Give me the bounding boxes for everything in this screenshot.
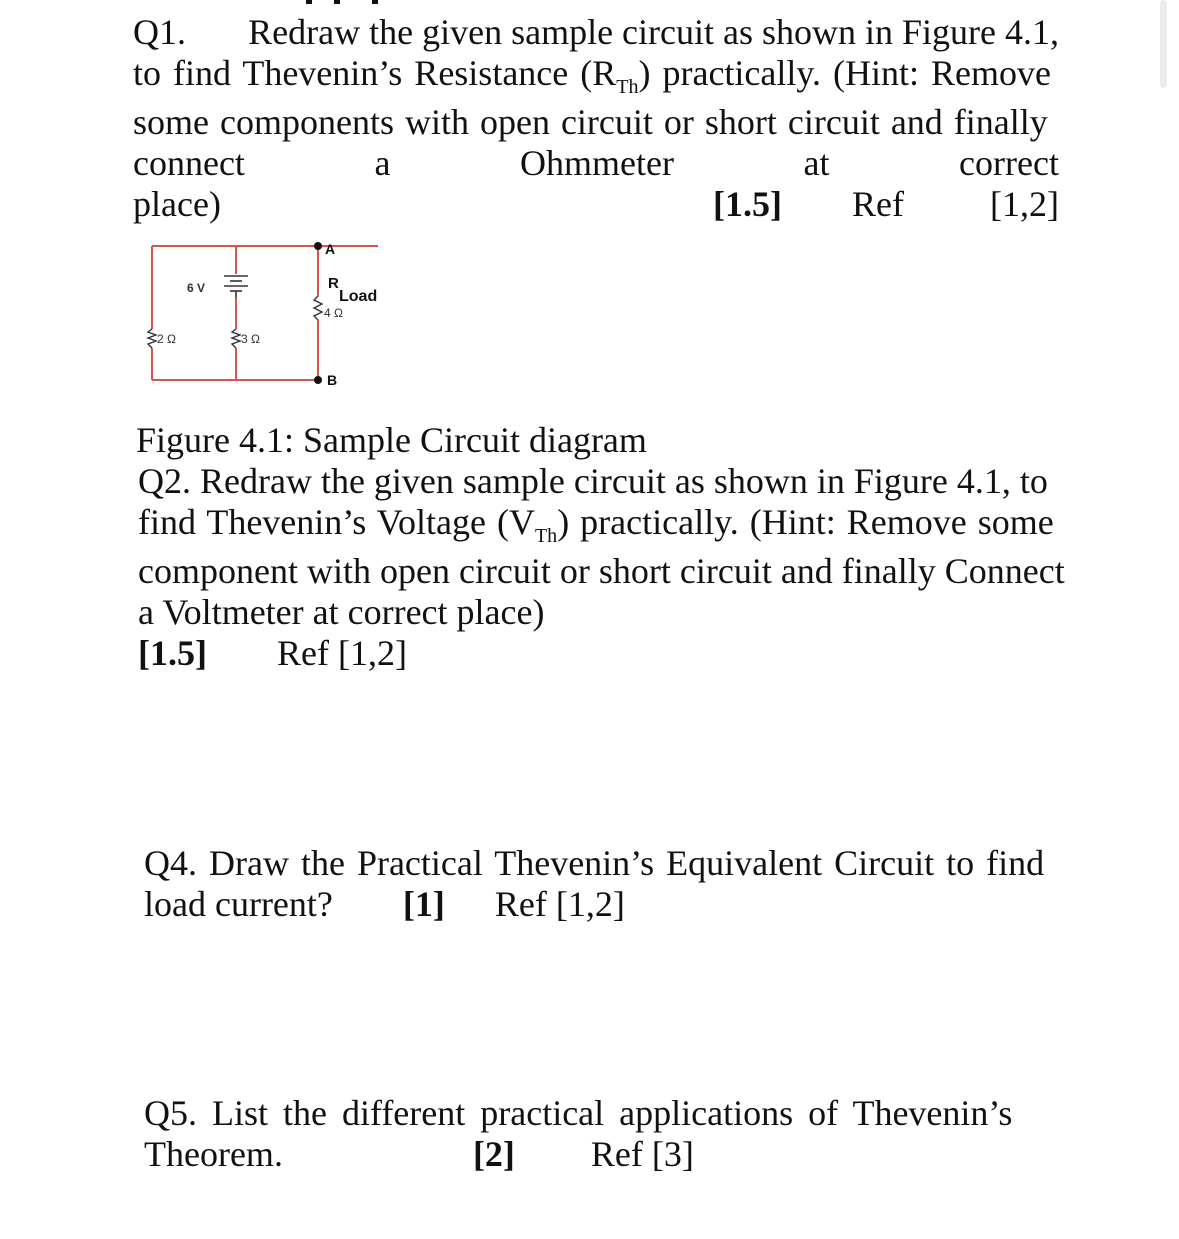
resistor-3-ohm: [232, 329, 240, 348]
source-label: 6 V: [187, 281, 206, 295]
question-1: [133, 12, 1059, 225]
figure-caption: Figure 4.1: Sample Circuit diagram: [136, 420, 647, 460]
node-b-dot: [314, 376, 322, 384]
q1-ref-value: [1,2]: [990, 184, 1059, 224]
q1-ref-label: Ref: [852, 184, 905, 224]
circuit-wires: [152, 246, 378, 380]
circuit-diagram: [140, 236, 400, 386]
q1-word-at: at: [803, 143, 830, 183]
q4-line2-text: load current?: [144, 884, 333, 924]
q2-line3: component with open circuit or short circuit and finally Connect: [138, 551, 1065, 591]
q1-word-correct: correct: [959, 143, 1059, 183]
question-4: [144, 843, 1060, 925]
q1-line1-text: Redraw the given sample circuit as shown in Figure 4.1,: [248, 12, 1059, 52]
q1-line3: some components with open circuit or short circuit and finally: [133, 102, 1048, 142]
question-2: [138, 461, 1065, 674]
q4-ref: Ref [1,2]: [494, 884, 625, 924]
q2-marks: [1.5]: [138, 633, 207, 673]
r2-label: 3 Ω: [241, 332, 260, 346]
q2-line1: Q2. Redraw the given sample circuit as shown in Figure 4.1, to: [138, 461, 1048, 501]
top-page-mark: [306, 0, 378, 4]
resistor-load: [314, 296, 322, 320]
question-5: [144, 1093, 1060, 1175]
q1-number: Q1.: [133, 12, 186, 52]
q1-line2: to find Thevenin’s Resistance $(R_{Th})$ practically. (Hint: Remove: [133, 53, 1052, 98]
rth-subscript: Th: [616, 76, 639, 98]
q1-word-a: a: [374, 143, 391, 183]
q5-line2-text: Theorem.: [144, 1134, 283, 1174]
q1-word-ohmmeter: Ohmmeter: [520, 143, 674, 183]
node-a-dot: [314, 242, 322, 250]
battery-6v: [224, 276, 248, 298]
rload-r: R: [328, 275, 339, 292]
q1-marks: [1.5]: [713, 184, 783, 224]
q2-line4: a Voltmeter at correct place): [138, 592, 545, 632]
resistor-2-ohm: [148, 329, 156, 348]
rload-value: 4 Ω: [324, 306, 343, 320]
node-a-label: A: [325, 241, 336, 257]
q5-ref: Ref [3]: [590, 1134, 694, 1174]
q4-line1: Q4. Draw the Practical Thevenin’s Equivalent Circuit to find: [144, 843, 1045, 883]
q4-marks: [1]: [402, 884, 445, 924]
q2-line2: find Thevenin’s Voltage $(V_{Th})$ practically. (Hint: Remove some: [138, 502, 1054, 547]
node-b-label: B: [327, 372, 338, 386]
q5-marks: [2]: [472, 1134, 515, 1174]
rload-sub: Load: [339, 288, 378, 305]
q2-ref: Ref [1,2]: [276, 633, 407, 673]
r1-label: 2 Ω: [157, 332, 176, 346]
scrollbar[interactable]: [1160, 0, 1167, 88]
q1-word-connect: connect: [133, 143, 245, 183]
q5-line1: Q5. List the different practical applications of Thevenin’s: [144, 1093, 1013, 1133]
vth-subscript: Th: [534, 525, 558, 547]
q1-word-place: place): [133, 184, 221, 224]
